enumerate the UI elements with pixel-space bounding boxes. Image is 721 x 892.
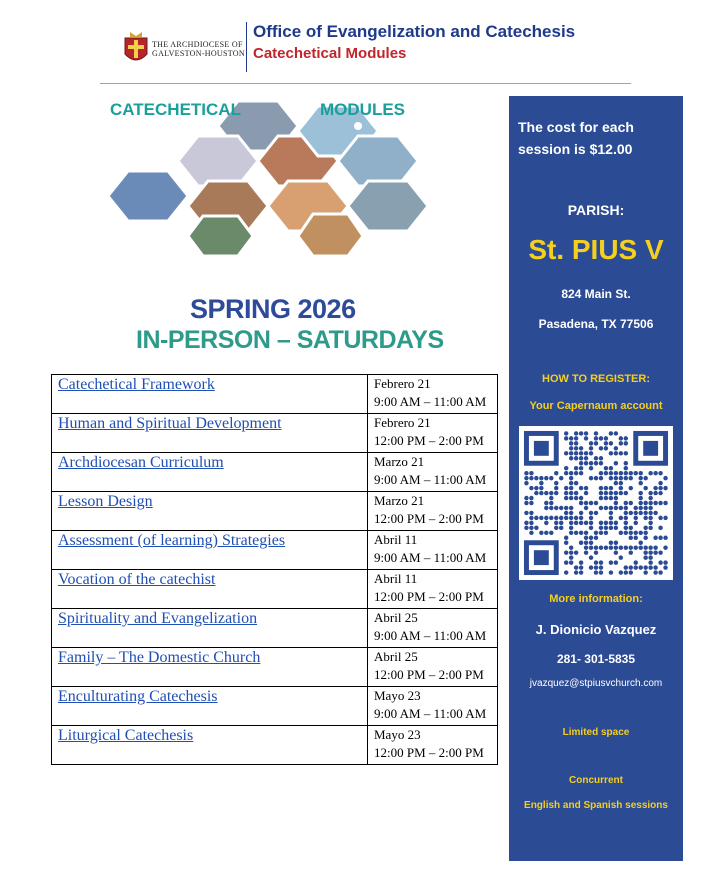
module-cell (52, 609, 368, 648)
module-cell (52, 492, 368, 531)
program-subtitle: Catechetical Modules (253, 45, 407, 62)
session-time: 12:00 PM – 2:00 PM (374, 511, 484, 526)
datetime-cell (368, 414, 498, 453)
table-row (52, 414, 498, 453)
table-row (52, 375, 498, 414)
cost-line-1: The cost for each (518, 119, 634, 135)
diocese-line-1: THE ARCHDIOCESE OF (152, 40, 243, 49)
module-link[interactable]: Assessment (of learning) Strategies (58, 532, 286, 549)
session-time: 12:00 PM – 2:00 PM (374, 667, 484, 682)
module-link[interactable]: Archdiocesan Curriculum (58, 454, 224, 471)
concurrent-note: Concurrent (569, 775, 623, 786)
table-row (52, 726, 498, 765)
session-time: 9:00 AM – 11:00 AM (374, 472, 487, 487)
register-detail: Your Capernaum account (529, 400, 663, 412)
table-row (52, 531, 498, 570)
module-link[interactable]: Enculturating Catechesis (58, 688, 218, 705)
session-time: 9:00 AM – 11:00 AM (374, 550, 487, 565)
contact-email[interactable]: jvazquez@stpiusvchurch.com (529, 678, 663, 689)
module-cell (52, 726, 368, 765)
datetime-cell (368, 492, 498, 531)
parish-address-1: 824 Main St. (561, 287, 631, 301)
module-cell (52, 648, 368, 687)
session-date: Abril 11 (374, 571, 418, 586)
banner-title-left: CATECHETICAL (110, 100, 241, 119)
session-date: Abril 11 (374, 532, 418, 547)
module-schedule-table (51, 374, 498, 765)
session-date: Abril 25 (374, 610, 418, 625)
table-row (52, 492, 498, 531)
table-row (52, 687, 498, 726)
season-title: SPRING 2026 (190, 294, 356, 324)
module-cell (52, 375, 368, 414)
photo-collage (108, 96, 450, 258)
session-time: 12:00 PM – 2:00 PM (374, 745, 484, 760)
contact-name: J. Dionicio Vazquez (535, 622, 657, 637)
parish-name: St. PIUS V (528, 234, 664, 265)
datetime-cell (368, 609, 498, 648)
module-link[interactable]: Liturgical Catechesis (58, 727, 194, 744)
module-link[interactable]: Family – The Domestic Church (58, 649, 261, 666)
session-time: 9:00 AM – 11:00 AM (374, 628, 487, 643)
session-time: 9:00 AM – 11:00 AM (374, 706, 487, 721)
table-row (52, 609, 498, 648)
table-row (52, 648, 498, 687)
module-link[interactable]: Human and Spiritual Development (58, 415, 282, 432)
module-link[interactable]: Catechetical Framework (58, 376, 215, 393)
datetime-cell (368, 453, 498, 492)
module-link[interactable]: Vocation of the catechist (58, 571, 216, 588)
session-date: Abril 25 (374, 649, 418, 664)
datetime-cell (368, 687, 498, 726)
register-label: HOW TO REGISTER: (542, 373, 650, 385)
diocese-name (152, 40, 245, 58)
module-link[interactable]: Spirituality and Evangelization (58, 610, 258, 627)
banner-title-right: MODULES (320, 100, 405, 119)
contact-phone[interactable]: 281- 301-5835 (556, 652, 636, 666)
module-cell (52, 687, 368, 726)
qr-code-icon (519, 426, 673, 580)
registration-qr-code[interactable] (519, 426, 673, 580)
diocese-crest-icon (122, 30, 150, 68)
parish-label: PARISH: (567, 202, 625, 218)
header-rule (100, 83, 631, 84)
more-info-label: More information: (549, 593, 643, 605)
datetime-cell (368, 531, 498, 570)
session-time: 12:00 PM – 2:00 PM (374, 433, 484, 448)
module-cell (52, 453, 368, 492)
parish-address-2: Pasadena, TX 77506 (538, 317, 654, 331)
cost-info (518, 116, 634, 160)
season-subtitle: IN-PERSON – SATURDAYS (136, 326, 444, 354)
module-cell (52, 414, 368, 453)
datetime-cell (368, 375, 498, 414)
session-date: Febrero 21 (374, 415, 431, 430)
info-sidebar (509, 96, 683, 861)
datetime-cell (368, 726, 498, 765)
datetime-cell (368, 648, 498, 687)
session-time: 9:00 AM – 11:00 AM (374, 394, 487, 409)
session-date: Mayo 23 (374, 688, 421, 703)
header-divider (246, 22, 247, 72)
module-cell (52, 570, 368, 609)
session-date: Mayo 23 (374, 727, 421, 742)
table-row (52, 453, 498, 492)
table-row (52, 570, 498, 609)
datetime-cell (368, 570, 498, 609)
cost-line-2: session is $12.00 (518, 141, 633, 157)
module-cell (52, 531, 368, 570)
office-title: Office of Evangelization and Catechesis (253, 22, 576, 41)
session-date: Marzo 21 (374, 493, 425, 508)
session-date: Febrero 21 (374, 376, 431, 391)
diocese-line-2: GALVESTON-HOUSTON (152, 49, 245, 58)
module-link[interactable]: Lesson Design (58, 493, 153, 510)
session-date: Marzo 21 (374, 454, 425, 469)
limited-space-note: Limited space (562, 727, 630, 738)
sessions-note: English and Spanish sessions (524, 800, 668, 811)
session-time: 12:00 PM – 2:00 PM (374, 589, 484, 604)
